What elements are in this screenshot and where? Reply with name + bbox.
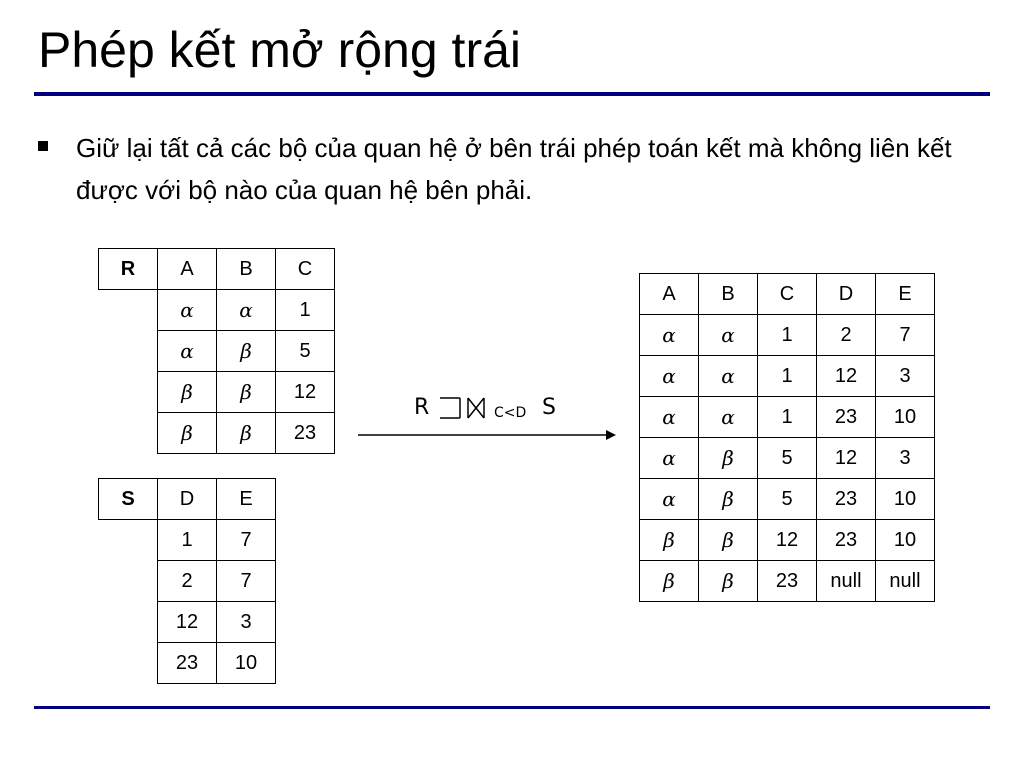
table-cell: 23 (817, 397, 876, 438)
relation-s-table (98, 478, 276, 684)
table-row (640, 520, 935, 561)
column-header: B (699, 274, 758, 315)
relation-r-table (98, 248, 335, 454)
table-cell: α (158, 290, 217, 331)
column-header: A (640, 274, 699, 315)
table-cell: 7 (876, 315, 935, 356)
spacer-cell (99, 413, 158, 454)
table-cell: α (640, 397, 699, 438)
table-row (99, 331, 335, 372)
spacer-cell (99, 602, 158, 643)
table-cell: β (158, 413, 217, 454)
spacer-cell (99, 643, 158, 684)
spacer-cell (99, 290, 158, 331)
table-header-row (640, 274, 935, 315)
table-row (640, 356, 935, 397)
table-cell: 23 (158, 643, 217, 684)
table-cell: β (158, 372, 217, 413)
table-cell: β (217, 331, 276, 372)
relation-name: S (99, 479, 158, 520)
table-row (99, 290, 335, 331)
table-row (640, 479, 935, 520)
table-cell: 3 (876, 438, 935, 479)
table-cell: 2 (817, 315, 876, 356)
title-divider (34, 92, 990, 96)
table-cell: α (699, 315, 758, 356)
table-row (99, 413, 335, 454)
column-header: E (217, 479, 276, 520)
join-left-relation: R (414, 395, 430, 420)
slide-title: Phép kết mở rộng trái (38, 22, 522, 78)
table-cell: 12 (758, 520, 817, 561)
spacer-cell (99, 372, 158, 413)
table-cell: 5 (758, 438, 817, 479)
column-header: C (276, 249, 335, 290)
table-row (640, 397, 935, 438)
spacer-cell (99, 331, 158, 372)
table-header-row (99, 249, 335, 290)
table-cell: 12 (276, 372, 335, 413)
table-cell: 10 (876, 479, 935, 520)
footer-divider (34, 706, 990, 709)
table-cell: 10 (876, 520, 935, 561)
table-cell: 1 (758, 356, 817, 397)
bullet-text: Giữ lại tất cả các bộ của quan hệ ở bên trái phép toán kết mà không liên kết được với bộ nào của quan hệ bên phải. (76, 133, 952, 205)
column-header: A (158, 249, 217, 290)
table-cell: 23 (817, 479, 876, 520)
table-cell: 3 (217, 602, 276, 643)
table-cell: 2 (158, 561, 217, 602)
table-cell: β (640, 561, 699, 602)
table-cell: 7 (217, 520, 276, 561)
table-cell: β (699, 561, 758, 602)
column-header: E (876, 274, 935, 315)
table-cell: 7 (217, 561, 276, 602)
result-table (639, 273, 935, 602)
table-cell: 5 (758, 479, 817, 520)
column-header: D (158, 479, 217, 520)
table-cell: 12 (158, 602, 217, 643)
table-cell: α (699, 356, 758, 397)
table-cell: 3 (876, 356, 935, 397)
table-cell: α (158, 331, 217, 372)
table-cell: 12 (817, 438, 876, 479)
join-condition: C<D (494, 405, 527, 421)
table-row (640, 561, 935, 602)
table-cell: β (699, 520, 758, 561)
table-cell: α (640, 356, 699, 397)
bullet-point (38, 127, 978, 211)
table-header-row (99, 479, 276, 520)
left-outer-join-icon (438, 393, 490, 423)
table-cell: α (640, 438, 699, 479)
arrow-right-icon (358, 428, 618, 442)
table-cell: 1 (758, 397, 817, 438)
table-cell: α (640, 315, 699, 356)
table-cell: 23 (758, 561, 817, 602)
table-cell: 23 (817, 520, 876, 561)
join-right-relation: S (542, 395, 556, 420)
table-cell: α (640, 479, 699, 520)
table-cell: null (817, 561, 876, 602)
table-cell: 12 (817, 356, 876, 397)
column-header: C (758, 274, 817, 315)
table-cell: null (876, 561, 935, 602)
table-cell: 1 (276, 290, 335, 331)
table-cell: β (640, 520, 699, 561)
spacer-cell (99, 520, 158, 561)
table-cell: 5 (276, 331, 335, 372)
table-row (99, 372, 335, 413)
table-cell: 10 (217, 643, 276, 684)
table-cell: β (699, 438, 758, 479)
table-row (640, 438, 935, 479)
table-cell: 1 (158, 520, 217, 561)
table-cell: α (217, 290, 276, 331)
spacer-cell (99, 561, 158, 602)
table-row (99, 561, 276, 602)
column-header: D (817, 274, 876, 315)
relation-name: R (99, 249, 158, 290)
table-cell: 1 (758, 315, 817, 356)
table-row (99, 602, 276, 643)
table-cell: β (217, 413, 276, 454)
table-cell: 10 (876, 397, 935, 438)
table-cell: β (699, 479, 758, 520)
table-row (99, 643, 276, 684)
table-cell: α (699, 397, 758, 438)
table-cell: β (217, 372, 276, 413)
table-cell: 23 (276, 413, 335, 454)
column-header: B (217, 249, 276, 290)
table-row (640, 315, 935, 356)
square-bullet-icon (38, 141, 48, 151)
join-expression (414, 391, 574, 427)
table-row (99, 520, 276, 561)
